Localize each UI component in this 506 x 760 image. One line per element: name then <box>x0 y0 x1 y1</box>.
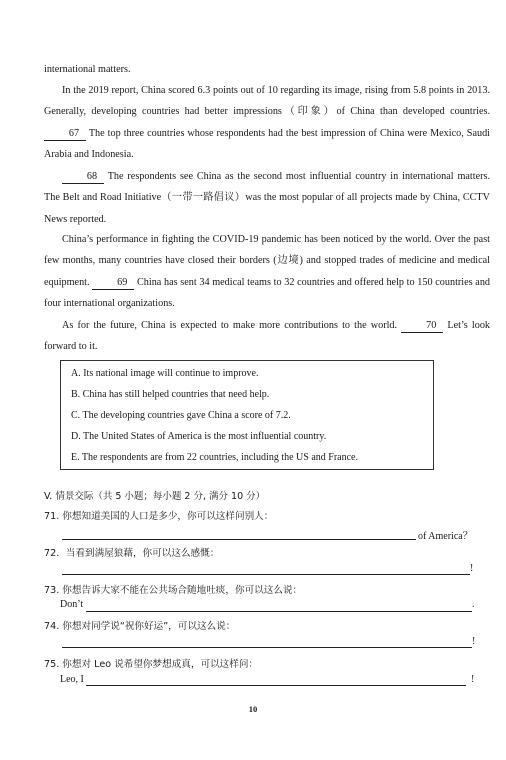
option-b: B. China has still helped countries that need help. <box>71 389 270 400</box>
passage-paragraph-1 <box>44 80 490 165</box>
option-a: A. Its national image will continue to improve. <box>71 368 259 379</box>
passage-paragraph-4 <box>44 315 490 358</box>
passage-paragraph-3 <box>44 229 490 314</box>
option-d: D. The United States of America is the most influential country. <box>71 431 327 442</box>
question-72-tail: ! <box>470 563 474 574</box>
question-72-prompt: 72．当看到满屋狼藉，你可以这么感慨： <box>44 548 220 559</box>
passage-text: international matters. <box>44 64 131 75</box>
passage-text: The respondents see China as the second most influential country in international matters. The Belt and Road Initiative（一带一路倡议）was the most popular of all projects made by China, CCTV News reported. <box>44 171 490 225</box>
passage-paragraph-2 <box>44 166 490 230</box>
answer-line-71[interactable] <box>62 539 416 540</box>
section-heading: V. 情景交际（共 5 小题；每小题 2 分, 满分 10 分） <box>44 491 266 502</box>
question-75-prompt: 75. 你想对 Leo 说希望你梦想成真，可以这样问： <box>44 659 259 670</box>
blank-68[interactable]: 68 <box>62 171 104 184</box>
answer-line-72[interactable] <box>62 574 470 575</box>
answer-line-74[interactable] <box>62 647 472 648</box>
options-box <box>60 360 434 470</box>
question-73-tail: . <box>472 599 475 610</box>
question-73-prompt: 73. 你想告诉大家不能在公共场合随地吐痰，你可以这么说： <box>44 585 303 596</box>
passage-text: Let’s look forward to it. <box>44 320 491 353</box>
passage-text: China’s performance in fighting the COVID-19 pandemic has been noticed by the world. Over the past few months, many countries have closed their borders (边境) and stopped trades of medicine and medical equipment. <box>44 234 490 288</box>
blank-69[interactable]: 69 <box>92 277 134 290</box>
blank-67[interactable]: 67 <box>44 128 86 141</box>
question-71-tail: of America？ <box>418 531 473 542</box>
passage-text: The top three countries whose respondents had the best impression of China were Mexico, Saudi Arabia and Indonesia. <box>44 127 490 160</box>
passage-text: In the 2019 report, China scored 6.3 points out of 10 regarding its image, rising from 5.8 points in 2013. Generally, developing countries had better impressions（印象）of China than developed countries. <box>44 85 490 118</box>
question-73-lead: Don’t <box>60 599 84 610</box>
option-c: C. The developing countries gave China a score of 7.2. <box>71 410 291 421</box>
question-74-prompt: 74. 你想对同学说“祝你好运”，可以这么说： <box>44 621 236 632</box>
answer-line-75[interactable] <box>86 685 466 686</box>
answer-line-73[interactable] <box>86 611 472 612</box>
passage-line-top <box>44 59 490 80</box>
passage-text: As for the future, China is expected to make more contributions to the world. <box>62 320 398 331</box>
question-71-prompt: 71. 你想知道美国的人口是多少，你可以这样问别人： <box>44 511 274 522</box>
blank-70[interactable]: 70 <box>401 320 443 333</box>
page-number: 10 <box>248 704 258 714</box>
question-75-lead: Leo, I <box>60 674 84 685</box>
question-75-tail: ! <box>471 674 475 685</box>
passage-text: China has sent 34 medical teams to 32 countries and offered help to 150 countries and four international organizations. <box>44 276 491 309</box>
option-e: E. The respondents are from 22 countries, including the US and France. <box>71 452 358 463</box>
question-74-tail: ! <box>472 636 476 647</box>
